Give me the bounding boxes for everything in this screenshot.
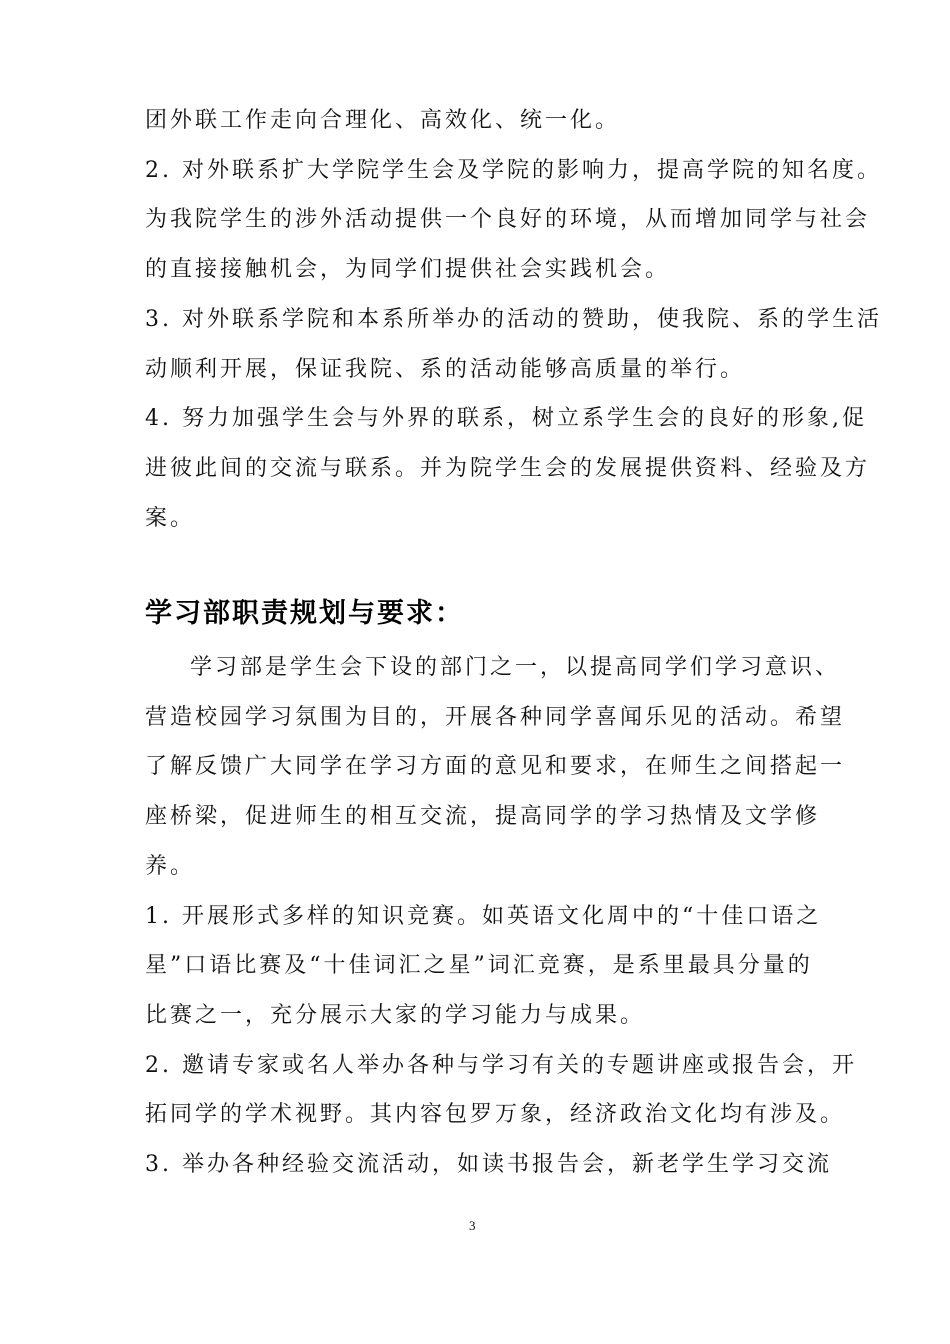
- list-item-3-line: 3. 举办各种经验交流活动，如读书报告会，新老学生学习交流: [145, 1152, 832, 1177]
- list-item-2-line: 的直接接触机会，为同学们提供社会实践机会。: [145, 257, 671, 282]
- list-item-1-line: 比赛之一，充分展示大家的学习能力与成果。: [145, 1003, 646, 1028]
- list-item-2-line: 2. 对外联系扩大学院学生会及学院的影响力，提高学院的知名度。: [145, 158, 882, 183]
- intro-paragraph-line: 养。: [145, 854, 196, 879]
- page-number: 3: [469, 1218, 476, 1233]
- list-item-4-line: 案。: [145, 506, 196, 531]
- list-item-2-line: 2. 邀请专家或名人举办各种与学习有关的专题讲座或报告会，开: [145, 1053, 857, 1078]
- list-item-4-line: 进彼此间的交流与联系。并为院学生会的发展提供资料、经验及方: [145, 456, 871, 481]
- section-heading: 学习部职责规划与要求：: [145, 598, 464, 629]
- intro-paragraph-line: 学习部是学生会下设的部门之一，以提高同学们学习意识、: [190, 655, 841, 680]
- list-item-1-line: 1. 开展形式多样的知识竞赛。如英语文化周中的“十佳口语之: [145, 904, 822, 929]
- paragraph-line: 团外联工作走向合理化、高效化、统一化。: [145, 108, 621, 133]
- list-item-2-line: 为我院学生的涉外活动提供一个良好的环境，从而增加同学与社会: [145, 207, 871, 232]
- list-item-3-line: 3. 对外联系学院和本系所举办的活动的赞助，使我院、系的学生活: [145, 307, 882, 332]
- intro-paragraph-line: 座桥梁，促进师生的相互交流，提高同学的学习热情及文学修: [145, 804, 821, 829]
- list-item-4-line: 4. 努力加强学生会与外界的联系，树立系学生会的良好的形象,促: [145, 406, 867, 431]
- list-item-1-line: 星”口语比赛及“十佳词汇之星”词汇竞赛，是系里最具分量的: [145, 953, 813, 978]
- intro-paragraph-line: 了解反馈广大同学在学习方面的意见和要求，在师生之间搭起一: [145, 754, 846, 779]
- list-item-3-line: 动顺利开展，保证我院、系的活动能够高质量的举行。: [145, 357, 746, 382]
- intro-paragraph-line: 营造校园学习氛围为目的，开展各种同学喜闻乐见的活动。希望: [145, 705, 846, 730]
- list-item-2-line: 拓同学的学术视野。其内容包罗万象，经济政治文化均有涉及。: [145, 1102, 846, 1127]
